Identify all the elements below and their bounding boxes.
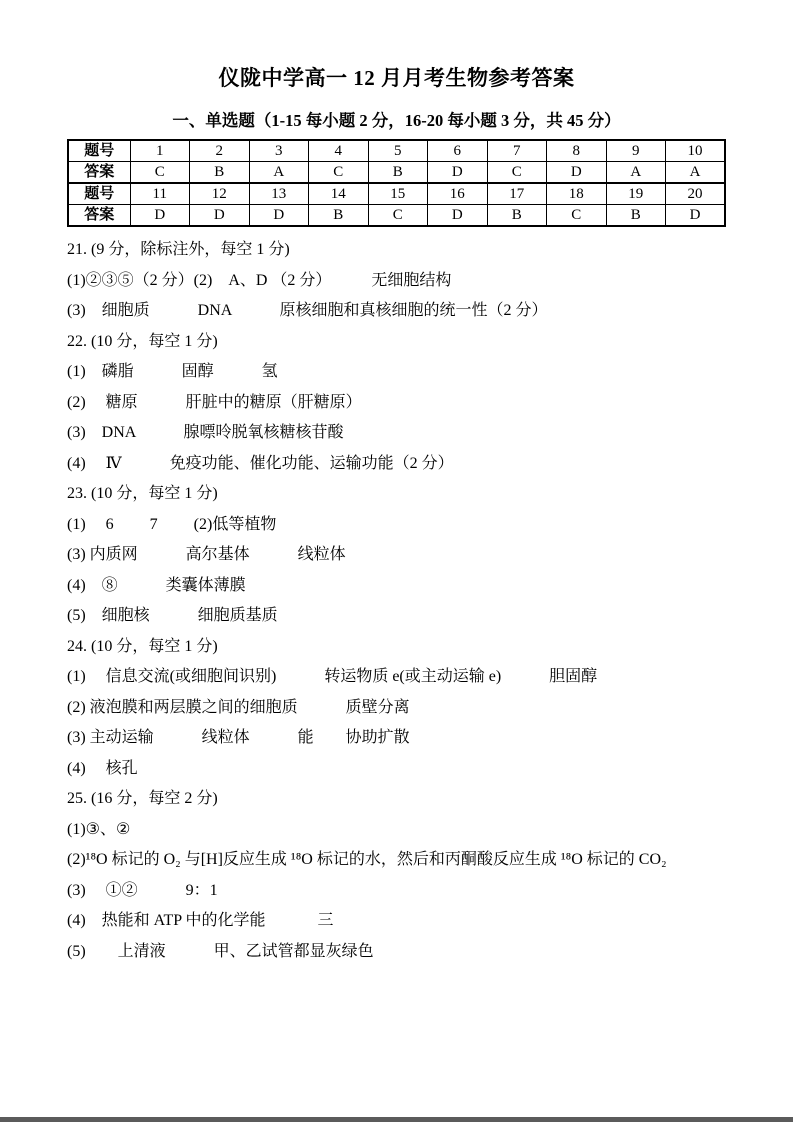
question-22 [67,327,726,480]
table-row-question-numbers-2 [68,183,725,205]
answer-line: (3) DNA 腺嘌呤脱氧核糖核苷酸 [67,424,344,441]
question-21 [67,235,726,327]
row-header-cell: 题号 [68,140,130,162]
question-number-cell: 19 [606,183,666,205]
answer-line: (1) 6 7 (2)低等植物 [67,515,277,533]
answer-line: (5) 细胞核 细胞质基质 [67,607,278,624]
answer-cell: D [130,205,190,227]
question-number-cell: 6 [428,140,488,162]
answer-line: (3) 细胞质 DNA 原核细胞和真核细胞的统一性（2 分） [67,302,548,319]
question-number-cell: 20 [666,183,726,205]
table-row-answers-1 [68,162,725,184]
question-number-cell: 15 [368,183,428,205]
answer-line: (3) ①② 9：1 [67,881,218,899]
answer-line: (4) ⑧ 类囊体薄膜 [67,576,246,594]
answer-cell: A [666,162,726,184]
question-number-cell: 13 [249,183,309,205]
table-row-answers-2 [68,205,725,227]
answer-cell: C [130,162,190,184]
question-number-cell: 14 [309,183,369,205]
question-number-cell: 4 [309,140,369,162]
answer-cell: D [428,162,488,184]
answer-line: (1) 信息交流(或细胞间识别) 转运物质 e(或主动运输 e) 胆固醇 [67,668,598,685]
question-number-cell: 10 [666,140,726,162]
question-number-cell: 5 [368,140,428,162]
answer-line: (1)②③⑤（2 分）(2) A、D （2 分） 无细胞结构 [67,271,452,289]
answer-cell: B [190,162,250,184]
answer-line: (2)¹⁸O 标记的 O₂ 与[H]反应生成 ¹⁸O 标记的水，然后和丙酮酸反应生成 ¹⁸O 标记的 CO₂ [67,851,667,868]
answer-cell: A [249,162,309,184]
page-bottom-edge [0,1117,793,1122]
answer-line: (4) Ⅳ 免疫功能、催化功能、运输功能（2 分） [67,454,454,472]
answer-line: (4) 核孔 [67,759,138,777]
table-row-question-numbers-1 [68,140,725,162]
question-25 [67,784,726,967]
question-number-cell: 2 [190,140,250,162]
answer-cell: C [368,205,428,227]
answer-cell: B [309,205,369,227]
answer-line: (1)③、② [67,820,131,838]
answer-table [67,139,726,227]
question-heading: 24. (10 分，每空 1 分) [67,637,218,655]
question-number-cell: 17 [487,183,547,205]
question-heading: 21. (9 分，除标注外，每空 1 分) [67,241,290,258]
section-heading: 一、单选题（1-15 每小题 2 分，16-20 每小题 3 分，共 45 分） [172,111,621,130]
document-title: 仪陇中学高一 12 月月考生物参考答案 [218,66,575,90]
question-number-cell: 16 [428,183,488,205]
answer-line: (5) 上清液 甲、乙试管都显灰绿色 [67,942,374,960]
answer-cell: C [309,162,369,184]
row-header-cell: 答案 [68,205,130,227]
question-number-cell: 12 [190,183,250,205]
question-number-cell: 7 [487,140,547,162]
answer-line: (1) 磷脂 固醇 氢 [67,363,278,380]
question-number-cell: 11 [130,183,190,205]
answer-line: (2) 糖原 肝脏中的糖原（肝糖原） [67,393,362,411]
answer-line: (3) 主动运输 线粒体 能 协助扩散 [67,729,410,746]
answer-cell: B [368,162,428,184]
answer-cell: D [249,205,309,227]
answer-cell: D [190,205,250,227]
question-number-cell: 8 [547,140,607,162]
questions-section [67,235,726,967]
answer-cell: B [487,205,547,227]
row-header-cell: 答案 [68,162,130,184]
question-number-cell: 18 [547,183,607,205]
question-number-cell: 1 [130,140,190,162]
question-heading: 23. (10 分，每空 1 分) [67,485,218,502]
answer-cell: C [547,205,607,227]
answer-line: (2) 液泡膜和两层膜之间的细胞质 质壁分离 [67,698,410,716]
answer-cell: D [547,162,607,184]
question-heading: 25. (16 分，每空 2 分) [67,790,218,807]
answer-cell: A [606,162,666,184]
question-number-cell: 9 [606,140,666,162]
answer-cell: D [666,205,726,227]
answer-cell: D [428,205,488,227]
question-heading: 22. (10 分，每空 1 分) [67,332,218,350]
answer-line: (4) 热能和 ATP 中的化学能 三 [67,912,334,929]
answer-cell: B [606,205,666,227]
question-number-cell: 3 [249,140,309,162]
question-23 [67,479,726,632]
answer-cell: C [487,162,547,184]
answer-line: (3) 内质网 高尔基体 线粒体 [67,546,346,563]
question-24 [67,632,726,785]
row-header-cell: 题号 [68,183,130,205]
